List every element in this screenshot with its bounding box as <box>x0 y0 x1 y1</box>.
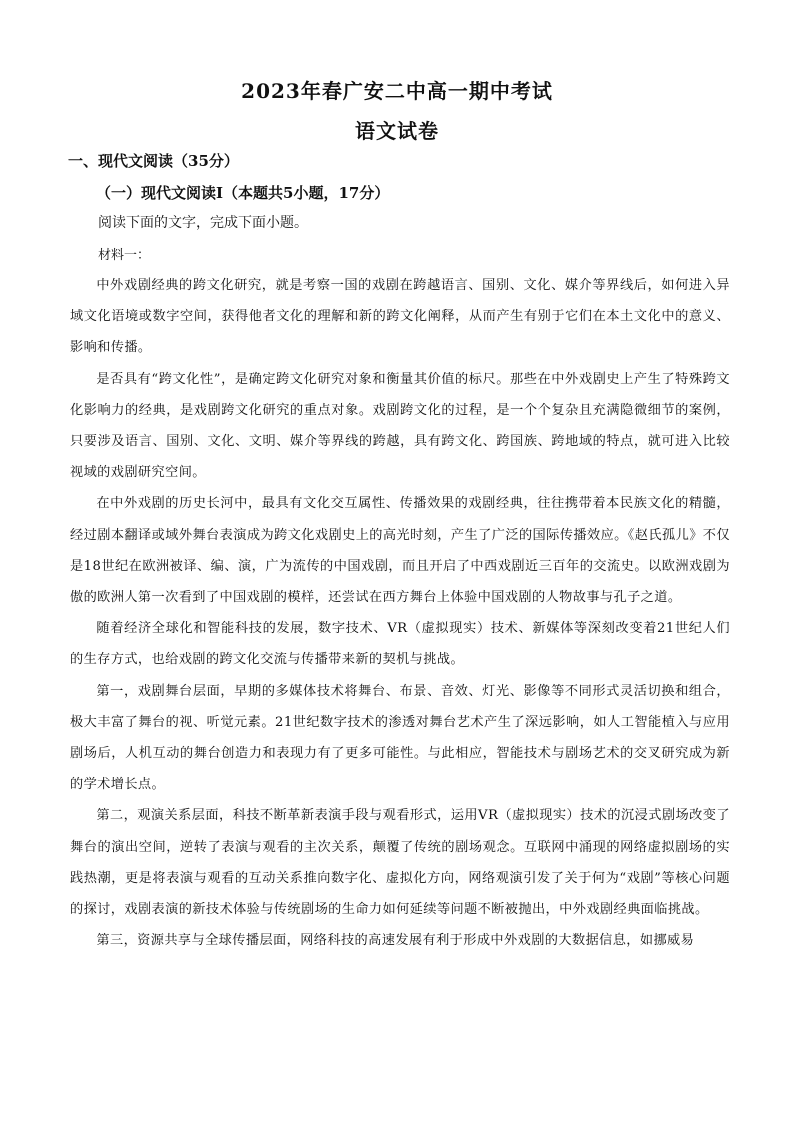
exam-subtitle: 语文试卷 <box>355 119 439 143</box>
paragraph: 第三，资源共享与全球传播层面，网络科技的高速发展有利于形成中外戏剧的大数据信息，如挪威易 <box>96 933 695 949</box>
paragraph: 第二，观演关系层面，科技不断革新表演手段与观看形式，运用VR（虚拟现实）技术的沉浸式剧场改变了舞台的演出空间，逆转了表演与观看的主次关系，颠覆了传统的剧场观念。互联网中涌现的网络虚拟剧场的实践热潮，更是将表演与观看的互动关系推向数字化、虚拟化方向，网络观演引发了关于何为“戏剧”等核心问题的探讨，戏剧表演的新技术体验与传统剧场的生命力如何延续等问题不断被抛出，中外戏剧经典面临挑战。 <box>70 808 730 918</box>
article-body <box>70 270 730 956</box>
instruction-text: 阅读下面的文字，完成下面小题。 <box>98 215 308 231</box>
paragraph: 中外戏剧经典的跨文化研究，就是考察一国的戏剧在跨越语言、国别、文化、媒介等界线后，如何进入异域文化语境或数字空间，获得他者文化的理解和新的跨文化阐释，从而产生有别于它们在本土文化中的意义、影响和传播。 <box>70 278 730 356</box>
paragraph: 随着经济全球化和智能科技的发展，数字技术、VR（虚拟现实）技术、新媒体等深刻改变着21世纪人们的生存方式，也给戏剧的跨文化交流与传播带来新的契机与挑战。 <box>70 621 730 668</box>
section-heading: 一、现代文阅读（35分） <box>68 152 239 170</box>
paragraph: 是否具有“跨文化性”，是确定跨文化研究对象和衡量其价值的标尺。那些在中外戏剧史上产生了特殊跨文化影响力的经典，是戏剧跨文化研究的重点对象。戏剧跨文化的过程，是一个个复杂且充满隐微细节的案例，只要涉及语言、国别、文化、文明、媒介等界线的跨越，具有跨文化、跨国族、跨地域的特点，就可进入比较视域的戏剧研究空间。 <box>70 371 730 481</box>
exam-title: 2023年春广安二中高一期中考试 <box>241 79 553 103</box>
paragraph: 在中外戏剧的历史长河中，最具有文化交互属性、传播效果的戏剧经典，往往携带着本民族文化的精髓，经过剧本翻译或域外舞台表演成为跨文化戏剧史上的高光时刻，产生了广泛的国际传播效应。《赵氏孤儿》不仅是18世纪在欧洲被译、编、演，广为流传的中国戏剧，而且开启了中西戏剧近三百年的交流史。以欧洲戏剧为傲的欧洲人第一次看到了中国戏剧的模样，还尝试在西方舞台上体验中国戏剧的人物故事与孔子之道。 <box>70 496 730 606</box>
subsection-heading: （一）现代文阅读Ⅰ（本题共5小题，17分） <box>96 184 390 202</box>
material-label: 材料一： <box>98 248 151 263</box>
paragraph: 第一，戏剧舞台层面，早期的多媒体技术将舞台、布景、音效、灯光、影像等不同形式灵活切换和组合，极大丰富了舞台的视、听觉元素。21世纪数字技术的渗透对舞台艺术产生了深远影响，如人工智能植入与应用剧场后，人机互动的舞台创造力和表现力有了更多可能性。与此相应，智能技术与剧场艺术的交叉研究成为新的学术增长点。 <box>70 683 730 793</box>
